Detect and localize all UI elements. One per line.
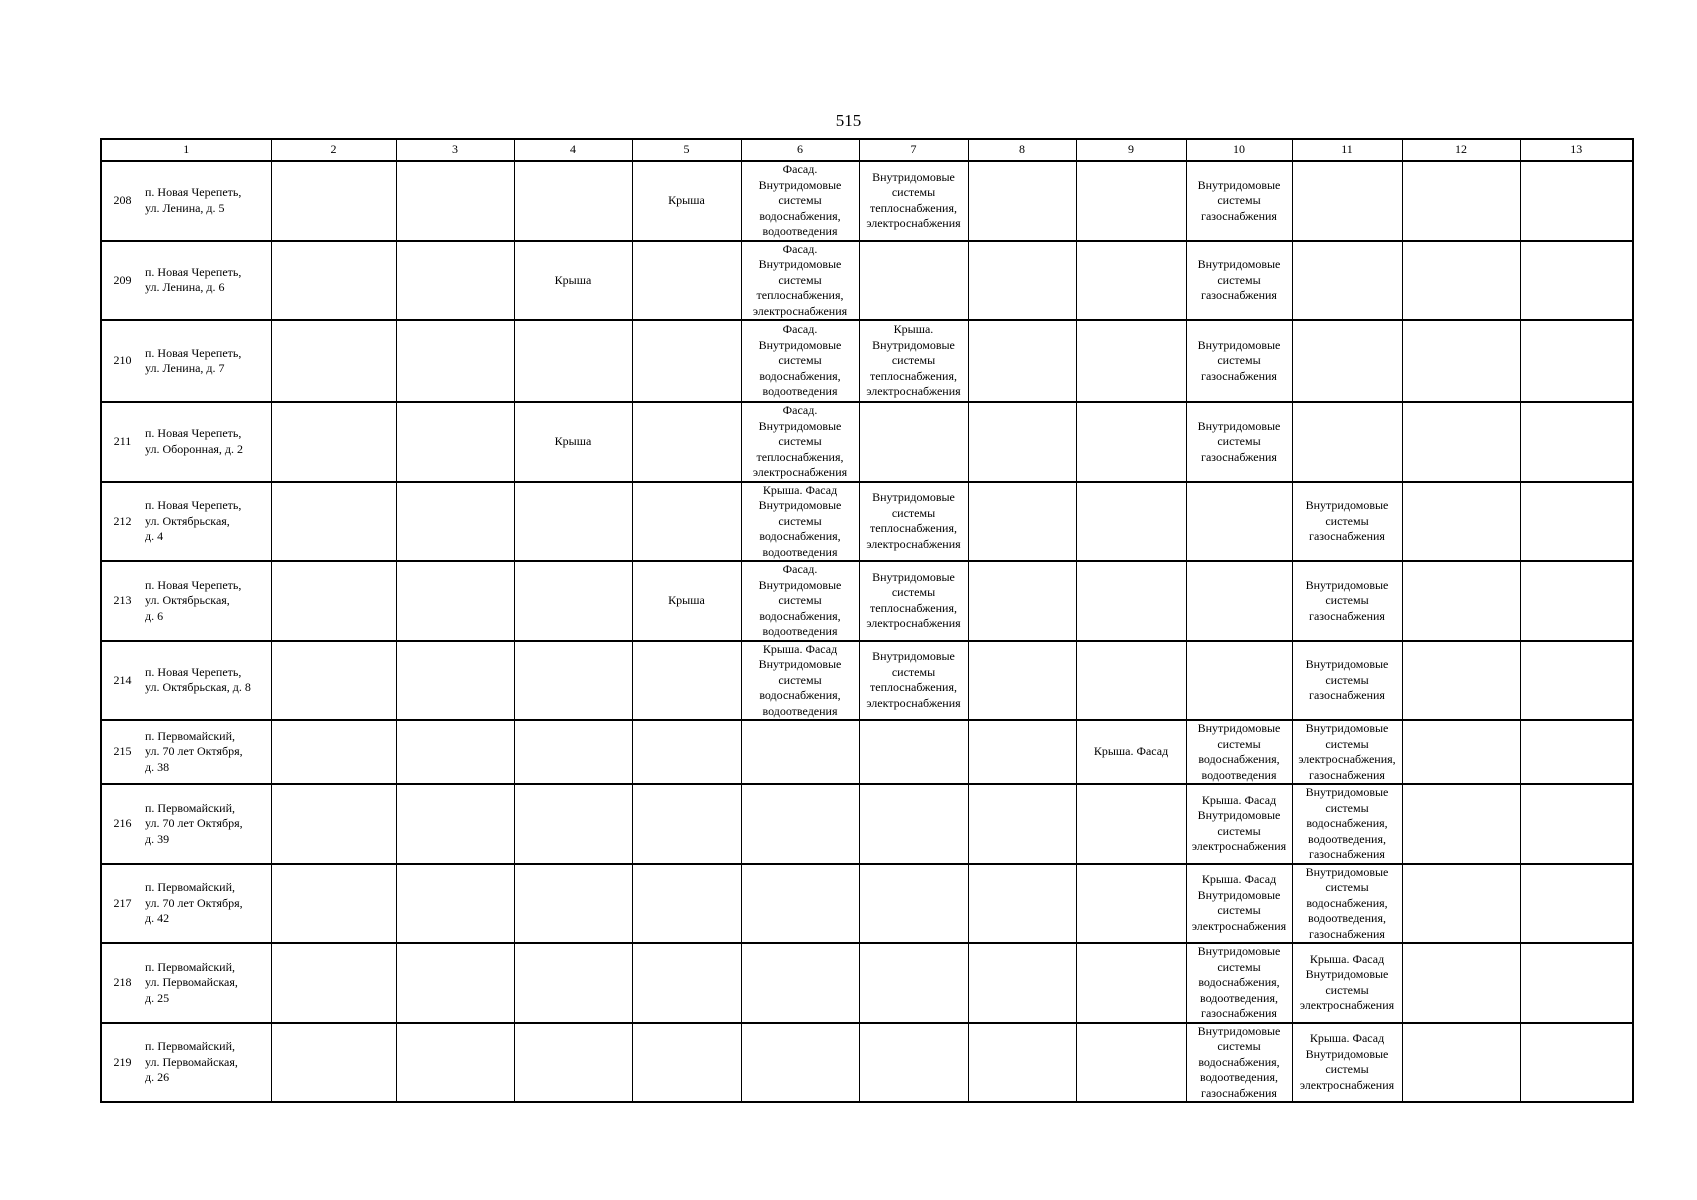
work-cell-col-12 xyxy=(1402,1023,1520,1103)
work-cell-col-13 xyxy=(1520,482,1633,562)
work-cell-col-10: Крыша. Фасад Внутридомовые системы электроснабжения xyxy=(1186,784,1292,864)
work-cell-col-12 xyxy=(1402,320,1520,402)
work-cell-col-7: Внутридомовые системы теплоснабжения, электроснабжения xyxy=(859,561,968,641)
work-cell-col-11: Крыша. Фасад Внутридомовые системы электроснабжения xyxy=(1292,943,1402,1023)
work-cell-col-7: Внутридомовые системы теплоснабжения, электроснабжения xyxy=(859,482,968,562)
column-header-5: 5 xyxy=(632,139,741,161)
work-cell-col-5 xyxy=(632,641,741,721)
work-cell-col-13 xyxy=(1520,784,1633,864)
work-cell-col-12 xyxy=(1402,641,1520,721)
work-cell-col-13 xyxy=(1520,402,1633,482)
column-header-11: 11 xyxy=(1292,139,1402,161)
table-row xyxy=(101,561,1633,641)
work-cell-col-11: Внутридомовые системы электроснабжения, газоснабжения xyxy=(1292,720,1402,784)
work-cell-col-7 xyxy=(859,402,968,482)
address-cell: п. Новая Черепеть, ул. Оборонная, д. 2 xyxy=(143,402,271,482)
work-cell-col-5 xyxy=(632,864,741,944)
work-cell-col-5 xyxy=(632,1023,741,1103)
work-cell-col-2 xyxy=(271,241,396,321)
work-cell-col-3 xyxy=(396,641,514,721)
work-cell-col-9 xyxy=(1076,784,1186,864)
row-number: 218 xyxy=(101,943,143,1023)
work-cell-col-8 xyxy=(968,402,1076,482)
column-header-6: 6 xyxy=(741,139,859,161)
address-cell: п. Первомайский, ул. 70 лет Октября, д. 39 xyxy=(143,784,271,864)
work-cell-col-11: Внутридомовые системы водоснабжения, водоотведения, газоснабжения xyxy=(1292,864,1402,944)
work-cell-col-8 xyxy=(968,784,1076,864)
work-cell-col-10: Внутридомовые системы газоснабжения xyxy=(1186,402,1292,482)
work-cell-col-3 xyxy=(396,402,514,482)
work-cell-col-11 xyxy=(1292,241,1402,321)
work-cell-col-8 xyxy=(968,720,1076,784)
work-cell-col-12 xyxy=(1402,943,1520,1023)
work-cell-col-10: Внутридомовые системы газоснабжения xyxy=(1186,241,1292,321)
work-cell-col-11: Внутридомовые системы газоснабжения xyxy=(1292,641,1402,721)
address-cell: п. Новая Черепеть, ул. Ленина, д. 6 xyxy=(143,241,271,321)
work-cell-col-11: Крыша. Фасад Внутридомовые системы электроснабжения xyxy=(1292,1023,1402,1103)
work-cell-col-5 xyxy=(632,320,741,402)
work-cell-col-10: Внутридомовые системы газоснабжения xyxy=(1186,161,1292,241)
work-cell-col-11 xyxy=(1292,402,1402,482)
work-cell-col-2 xyxy=(271,161,396,241)
work-cell-col-11: Внутридомовые системы газоснабжения xyxy=(1292,561,1402,641)
row-number: 214 xyxy=(101,641,143,721)
work-cell-col-6: Фасад. Внутридомовые системы водоснабжения, водоотведения xyxy=(741,561,859,641)
table-row xyxy=(101,1023,1633,1103)
work-cell-col-7 xyxy=(859,720,968,784)
work-cell-col-10: Внутридомовые системы газоснабжения xyxy=(1186,320,1292,402)
work-cell-col-9 xyxy=(1076,943,1186,1023)
address-cell: п. Новая Черепеть, ул. Ленина, д. 5 xyxy=(143,161,271,241)
work-cell-col-5 xyxy=(632,482,741,562)
column-header-9: 9 xyxy=(1076,139,1186,161)
work-cell-col-5: Крыша xyxy=(632,161,741,241)
capital-repair-table xyxy=(100,138,1634,1103)
address-cell: п. Первомайский, ул. Первомайская, д. 26 xyxy=(143,1023,271,1103)
work-cell-col-11: Внутридомовые системы газоснабжения xyxy=(1292,482,1402,562)
work-cell-col-9: Крыша. Фасад xyxy=(1076,720,1186,784)
work-cell-col-3 xyxy=(396,241,514,321)
work-cell-col-12 xyxy=(1402,864,1520,944)
address-cell: п. Новая Черепеть, ул. Октябрьская, д. 6 xyxy=(143,561,271,641)
work-cell-col-10: Внутридомовые системы водоснабжения, водоотведения, газоснабжения xyxy=(1186,1023,1292,1103)
work-cell-col-4 xyxy=(514,641,632,721)
work-cell-col-9 xyxy=(1076,161,1186,241)
work-cell-col-2 xyxy=(271,402,396,482)
table-row xyxy=(101,720,1633,784)
work-cell-col-10: Внутридомовые системы водоснабжения, водоотведения xyxy=(1186,720,1292,784)
work-cell-col-6 xyxy=(741,1023,859,1103)
column-header-3: 3 xyxy=(396,139,514,161)
address-cell: п. Первомайский, ул. 70 лет Октября, д. 42 xyxy=(143,864,271,944)
work-cell-col-4 xyxy=(514,720,632,784)
work-cell-col-6 xyxy=(741,784,859,864)
work-cell-col-4: Крыша xyxy=(514,402,632,482)
work-cell-col-12 xyxy=(1402,482,1520,562)
work-cell-col-5 xyxy=(632,241,741,321)
work-cell-col-2 xyxy=(271,482,396,562)
row-number: 212 xyxy=(101,482,143,562)
row-number: 211 xyxy=(101,402,143,482)
work-cell-col-4 xyxy=(514,1023,632,1103)
work-cell-col-4 xyxy=(514,864,632,944)
work-cell-col-7 xyxy=(859,784,968,864)
column-header-4: 4 xyxy=(514,139,632,161)
work-cell-col-13 xyxy=(1520,864,1633,944)
row-number: 219 xyxy=(101,1023,143,1103)
table-row xyxy=(101,784,1633,864)
address-cell: п. Новая Черепеть, ул. Ленина, д. 7 xyxy=(143,320,271,402)
work-cell-col-4 xyxy=(514,161,632,241)
work-cell-col-13 xyxy=(1520,720,1633,784)
work-cell-col-4 xyxy=(514,784,632,864)
work-cell-col-13 xyxy=(1520,561,1633,641)
work-cell-col-5 xyxy=(632,784,741,864)
row-number: 216 xyxy=(101,784,143,864)
work-cell-col-12 xyxy=(1402,402,1520,482)
work-cell-col-5 xyxy=(632,943,741,1023)
work-cell-col-2 xyxy=(271,943,396,1023)
work-cell-col-11: Внутридомовые системы водоснабжения, водоотведения, газоснабжения xyxy=(1292,784,1402,864)
work-cell-col-6: Фасад. Внутридомовые системы теплоснабжения, электроснабжения xyxy=(741,402,859,482)
column-header-10: 10 xyxy=(1186,139,1292,161)
work-cell-col-10 xyxy=(1186,482,1292,562)
work-cell-col-9 xyxy=(1076,864,1186,944)
work-cell-col-9 xyxy=(1076,482,1186,562)
work-cell-col-10 xyxy=(1186,641,1292,721)
table-row xyxy=(101,864,1633,944)
page-number: 515 xyxy=(835,111,862,130)
address-cell: п. Новая Черепеть, ул. Октябрьская, д. 8 xyxy=(143,641,271,721)
work-cell-col-10: Внутридомовые системы водоснабжения, водоотведения, газоснабжения xyxy=(1186,943,1292,1023)
work-cell-col-3 xyxy=(396,943,514,1023)
column-header-12: 12 xyxy=(1402,139,1520,161)
work-cell-col-12 xyxy=(1402,784,1520,864)
work-cell-col-10: Крыша. Фасад Внутридомовые системы электроснабжения xyxy=(1186,864,1292,944)
row-number: 213 xyxy=(101,561,143,641)
work-cell-col-2 xyxy=(271,320,396,402)
work-cell-col-3 xyxy=(396,320,514,402)
work-cell-col-8 xyxy=(968,482,1076,562)
work-cell-col-6 xyxy=(741,943,859,1023)
work-cell-col-9 xyxy=(1076,641,1186,721)
work-cell-col-2 xyxy=(271,864,396,944)
column-header-1: 1 xyxy=(101,139,271,161)
table-row xyxy=(101,943,1633,1023)
work-cell-col-8 xyxy=(968,241,1076,321)
work-cell-col-4 xyxy=(514,561,632,641)
work-cell-col-3 xyxy=(396,161,514,241)
address-cell: п. Новая Черепеть, ул. Октябрьская, д. 4 xyxy=(143,482,271,562)
work-cell-col-12 xyxy=(1402,561,1520,641)
address-cell: п. Первомайский, ул. 70 лет Октября, д. 38 xyxy=(143,720,271,784)
row-number: 210 xyxy=(101,320,143,402)
work-cell-col-11 xyxy=(1292,320,1402,402)
work-cell-col-6 xyxy=(741,720,859,784)
work-cell-col-9 xyxy=(1076,561,1186,641)
work-cell-col-11 xyxy=(1292,161,1402,241)
table-row xyxy=(101,161,1633,241)
work-cell-col-10 xyxy=(1186,561,1292,641)
work-cell-col-2 xyxy=(271,720,396,784)
work-cell-col-12 xyxy=(1402,161,1520,241)
work-cell-col-4 xyxy=(514,320,632,402)
work-cell-col-9 xyxy=(1076,241,1186,321)
work-cell-col-2 xyxy=(271,641,396,721)
work-cell-col-8 xyxy=(968,1023,1076,1103)
work-cell-col-5 xyxy=(632,402,741,482)
work-cell-col-7 xyxy=(859,241,968,321)
row-number: 217 xyxy=(101,864,143,944)
work-cell-col-6: Крыша. Фасад Внутридомовые системы водоснабжения, водоотведения xyxy=(741,482,859,562)
table-row xyxy=(101,641,1633,721)
work-cell-col-3 xyxy=(396,720,514,784)
work-cell-col-13 xyxy=(1520,241,1633,321)
work-cell-col-12 xyxy=(1402,241,1520,321)
work-cell-col-13 xyxy=(1520,161,1633,241)
work-cell-col-9 xyxy=(1076,320,1186,402)
column-header-2: 2 xyxy=(271,139,396,161)
work-cell-col-8 xyxy=(968,561,1076,641)
work-cell-col-3 xyxy=(396,784,514,864)
work-cell-col-7: Внутридомовые системы теплоснабжения, электроснабжения xyxy=(859,161,968,241)
work-cell-col-2 xyxy=(271,561,396,641)
work-cell-col-2 xyxy=(271,1023,396,1103)
work-cell-col-13 xyxy=(1520,641,1633,721)
work-cell-col-12 xyxy=(1402,720,1520,784)
work-cell-col-8 xyxy=(968,320,1076,402)
work-cell-col-2 xyxy=(271,784,396,864)
work-cell-col-8 xyxy=(968,943,1076,1023)
table-row xyxy=(101,320,1633,402)
row-number: 209 xyxy=(101,241,143,321)
work-cell-col-6: Крыша. Фасад Внутридомовые системы водоснабжения, водоотведения xyxy=(741,641,859,721)
work-cell-col-5: Крыша xyxy=(632,561,741,641)
work-cell-col-9 xyxy=(1076,1023,1186,1103)
work-cell-col-3 xyxy=(396,482,514,562)
work-cell-col-6: Фасад. Внутридомовые системы водоснабжения, водоотведения xyxy=(741,161,859,241)
work-cell-col-7: Крыша. Внутридомовые системы теплоснабжения, электроснабжения xyxy=(859,320,968,402)
work-cell-col-9 xyxy=(1076,402,1186,482)
work-cell-col-8 xyxy=(968,864,1076,944)
work-cell-col-4 xyxy=(514,943,632,1023)
work-cell-col-3 xyxy=(396,561,514,641)
row-number: 215 xyxy=(101,720,143,784)
work-cell-col-7 xyxy=(859,1023,968,1103)
table-row xyxy=(101,241,1633,321)
work-cell-col-5 xyxy=(632,720,741,784)
column-number-row xyxy=(101,139,1633,161)
work-cell-col-8 xyxy=(968,161,1076,241)
work-cell-col-6: Фасад. Внутридомовые системы водоснабжения, водоотведения xyxy=(741,320,859,402)
table-row xyxy=(101,402,1633,482)
work-cell-col-6: Фасад. Внутридомовые системы теплоснабжения, электроснабжения xyxy=(741,241,859,321)
work-cell-col-13 xyxy=(1520,320,1633,402)
column-header-8: 8 xyxy=(968,139,1076,161)
table-row xyxy=(101,482,1633,562)
work-cell-col-13 xyxy=(1520,943,1633,1023)
work-cell-col-13 xyxy=(1520,1023,1633,1103)
row-number: 208 xyxy=(101,161,143,241)
work-cell-col-7 xyxy=(859,864,968,944)
work-cell-col-4: Крыша xyxy=(514,241,632,321)
column-header-13: 13 xyxy=(1520,139,1633,161)
work-cell-col-8 xyxy=(968,641,1076,721)
column-header-7: 7 xyxy=(859,139,968,161)
work-cell-col-7: Внутридомовые системы теплоснабжения, электроснабжения xyxy=(859,641,968,721)
work-cell-col-4 xyxy=(514,482,632,562)
work-cell-col-7 xyxy=(859,943,968,1023)
work-cell-col-3 xyxy=(396,864,514,944)
work-cell-col-6 xyxy=(741,864,859,944)
address-cell: п. Первомайский, ул. Первомайская, д. 25 xyxy=(143,943,271,1023)
work-cell-col-3 xyxy=(396,1023,514,1103)
